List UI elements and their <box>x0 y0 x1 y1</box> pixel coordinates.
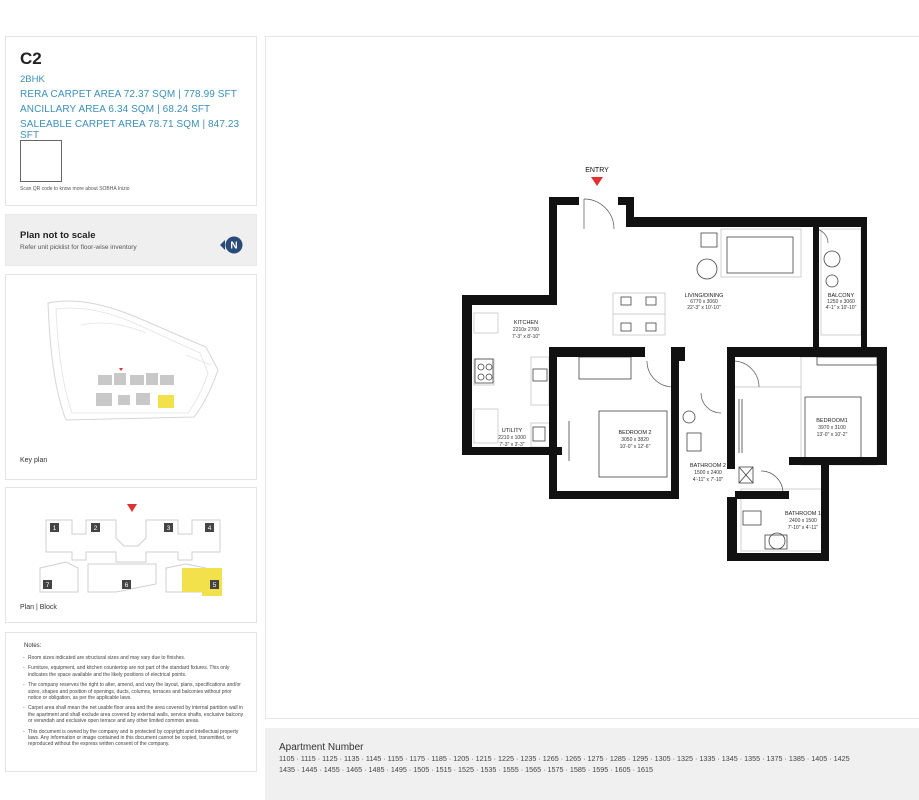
note-item: - Room sizes indicated are structural sizes and may vary due to finishes. <box>24 655 246 661</box>
notes-list <box>24 655 246 752</box>
unit-type: 2BHK <box>20 74 45 85</box>
room-dimft-utility: 7'-3" x 3'-3" <box>499 442 525 448</box>
room-dimft-balcony: 4'-1" x 10'-10" <box>825 305 857 311</box>
ancillary-area: ANCILLARY AREA 6.34 SQM | 68.24 SFT <box>20 104 211 115</box>
floor-plan-frame <box>265 36 919 719</box>
qr-code[interactable] <box>20 140 62 182</box>
note-item: - This document is owned by the company and is protected by copyright and intellectual property laws. Any information or image contained in this document cannot be copied, transmitted, or reproduced without the express written consent of the company. <box>24 729 246 748</box>
room-dimft-living: 22'-3" x 10'-10" <box>687 305 721 311</box>
room-dim-bedroom1: 3970 x 3100 <box>818 425 846 431</box>
apartment-numbers-line: 1435 · 1445 · 1455 · 1465 · 1485 · 1495 · 1505 · 1515 · 1525 · 1535 · 1555 · 1565 · 1575 · 1585 · 1595 · 1605 · 1615 <box>279 765 654 774</box>
room-dim-bedroom2: 3050 x 3820 <box>621 437 649 443</box>
room-name-bathroom2: BATHROOM 2 <box>690 463 726 469</box>
room-dim-bathroom1: 2400 x 1500 <box>789 518 817 524</box>
north-arrow-icon <box>218 235 244 255</box>
apartment-numbers-line: 1105 · 1115 · 1125 · 1135 · 1145 · 1155 · 1175 · 1185 · 1205 · 1215 · 1225 · 1235 · 1265 · 1265 · 1275 · 1285 · 1295 · 1305 · 1325 · 1335 · 1345 · 1355 · 1375 · 1385 · 1405 · 1425 <box>279 754 850 763</box>
qr-caption: Scan QR code to know more about SOBHA Inizio <box>20 186 130 192</box>
note-item: - Furniture, equipment, and kitchen countertop are not part of the standard fixtures. This only indicates the space available and the likely positions of electrical points. <box>24 665 246 678</box>
entry-label: ENTRY <box>585 167 609 174</box>
block-label: 2 <box>93 525 98 532</box>
room-dim-kitchen: 2210x 2700 <box>512 327 540 333</box>
room-name-bathroom1: BATHROOM 1 <box>785 511 821 517</box>
room-dimft-bedroom2: 10'-0" x 12'-6" <box>619 444 651 450</box>
room-dim-balcony: 1250 x 3060 <box>827 299 855 305</box>
room-name-utility: UTILITY <box>501 428 523 434</box>
room-dimft-bathroom1: 7'-10" x 4'-11" <box>787 525 819 531</box>
saleable-carpet-area: SALEABLE CARPET AREA 78.71 SQM | 847.23 SFT <box>20 119 240 141</box>
room-name-bedroom1: BEDROOM1 <box>816 418 848 424</box>
block-plan-card <box>5 487 257 623</box>
room-name-bedroom2: BEDROOM 2 <box>618 430 652 436</box>
room-dimft-bedroom1: 13'-0" x 10'-2" <box>816 432 848 438</box>
unit-info-card <box>5 36 257 206</box>
key-plan-card <box>5 274 257 480</box>
room-dim-utility: 2210 x 1000 <box>498 435 526 441</box>
room-dimft-bathroom2: 4'-11" x 7'-10" <box>692 477 724 483</box>
scale-note-card <box>5 214 257 266</box>
block-label: 7 <box>45 582 50 589</box>
block-label: 5 <box>212 582 217 589</box>
room-dim-bathroom2: 1500 x 2400 <box>694 470 722 476</box>
block-label: 3 <box>166 525 171 532</box>
entry-marker-icon <box>591 177 603 186</box>
room-name-balcony: BALCONY <box>827 293 855 299</box>
block-plan-map <box>6 488 256 600</box>
block-plan-label: Plan | Block <box>20 604 57 611</box>
key-plan-map <box>6 275 256 445</box>
block-label: 1 <box>52 525 57 532</box>
key-plan-label: Key plan <box>20 457 48 464</box>
block-label: 4 <box>207 525 212 532</box>
notes-card <box>5 632 257 772</box>
note-item: - Carpet area shall mean the net usable floor area and the area covered by internal partition wall in the apartment and shall exclude area covered by external walls, service shafts, exclusive balcony or verandah and exclusive open terrace and any other limited common areas. <box>24 705 246 724</box>
north-letter: N <box>230 240 238 252</box>
floor-plan-drawing <box>266 37 919 720</box>
unit-code: C2 <box>20 49 42 68</box>
notes-title: Notes: <box>24 643 42 649</box>
apartment-numbers-title: Apartment Number <box>279 742 364 753</box>
note-item: - The company reserves the right to alter, amend, and vary the layout, plans, specifications and/or sizes, shapes and position of openings, ducts, columns, terraces and balconies without prior notice or obligation, as per the applicable laws. <box>24 682 246 701</box>
room-name-living: LIVING/DINING <box>684 293 724 299</box>
scale-subtitle: Refer unit picklist for floor-wise inventory <box>20 244 137 251</box>
room-dim-living: 6770 x 3060 <box>690 299 718 305</box>
block-label: 6 <box>124 582 129 589</box>
rera-carpet-area: RERA CARPET AREA 72.37 SQM | 778.99 SFT <box>20 89 237 100</box>
highlighted-building <box>158 395 174 408</box>
scale-title: Plan not to scale <box>20 230 96 241</box>
room-name-kitchen: KITCHEN <box>513 320 539 326</box>
room-dimft-kitchen: 7'-3" x 8'-10" <box>512 334 540 340</box>
apartment-numbers-panel <box>265 728 919 800</box>
